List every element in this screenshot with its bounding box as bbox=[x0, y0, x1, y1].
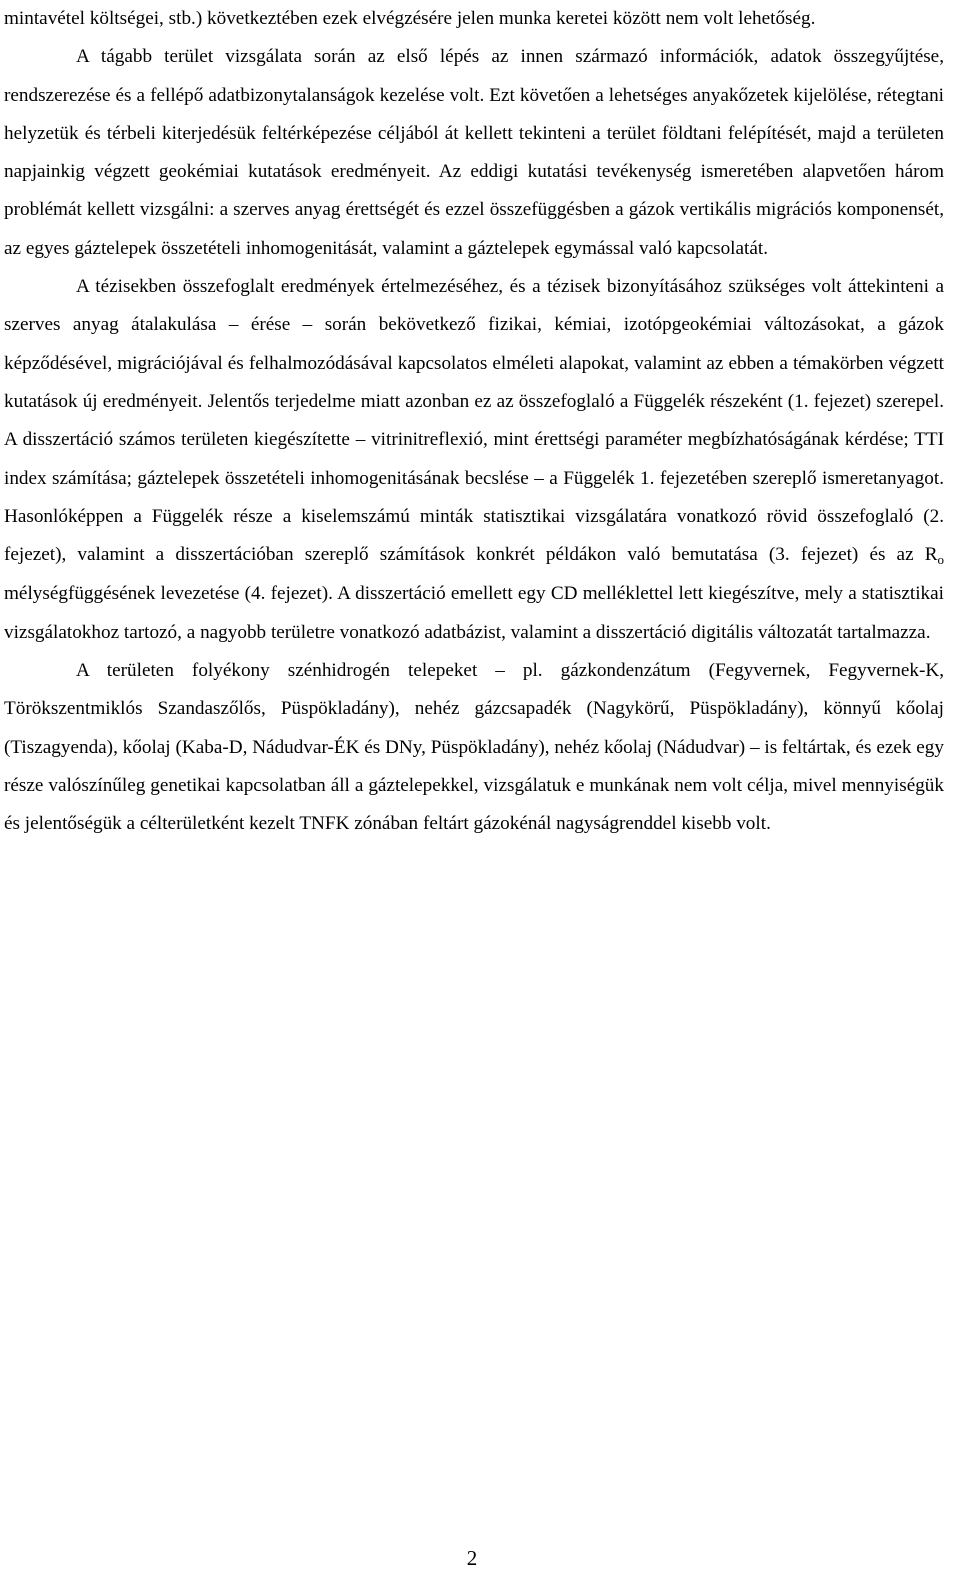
paragraph-broader-area-study: A tágabb terület vizsgálata során az első lépés az innen származó információk, adatok összegyűjtése, rendszerezése és a fellépő adatbizonytalanságok kezelése volt. Ezt követően a lehetséges anyakőzetek kijelölése, rétegtani helyzetük és térbeli kiterjedésük feltérképezése céljából át kellett tekinteni a terület földtani felépítését, majd a területen napjainkig végzett geokémiai kutatások eredményeit. Az eddigi kutatási tevékenység ismeretében alapvetően három problémát kellett vizsgálni: a szerves anyag érettségét és ezzel összefüggésben a gázok vertikális migrációs komponensét, az egyes gáztelepek összetételi inhomogenitását, valamint a gáztelepek egymással való kapcsolatát. bbox=[4, 46, 944, 259]
subscript: o bbox=[937, 552, 944, 568]
page-number: 2 bbox=[466, 1546, 478, 1570]
paragraph-liquid-hydrocarbons: A területen folyékony szénhidrogén telepeket – pl. gázkondenzátum (Fegyvernek, Fegyvernek-K, Törökszentmiklós Szandaszőlős, Püspökladány), nehéz gázcsapadék (Nagykörű, Püspökladány), könnyű kőolaj (Tiszagyenda), kőolaj (Kaba-D, Nádudvar-ÉK és DNy, Püspökladány), nehéz kőolaj (Nádudvar) – is feltártak, és ezek egy része valószínűleg genetikai kapcsolatban áll a gáztelepekkel, vizsgálatuk e munkának nem volt célja, mivel mennyiségük és jelentőségük a célterületként kezelt TNFK zónában feltárt gázokénál nagyságrenddel kisebb volt. bbox=[4, 660, 944, 835]
document-page bbox=[4, 0, 944, 844]
paragraph-continuation: mintavétel költségei, stb.) következtében ezek elvégzésére jelen munka keretei között nem volt lehetőség. bbox=[4, 8, 816, 29]
paragraph-text-part: A tézisekben összefoglalt eredmények értelmezéséhez, és a tézisek bizonyításához szükséges volt áttekinteni a szerves anyag átalakulása – érése – során bekövetkező fizikai, kémiai, izotópgeokémiai változásokat, a gázok képződésével, migrációjával és felhalmozódásával kapcsolatos elméleti alapokat, valamint az ebben a témakörben végzett kutatások új eredményeit. Jelentős terjedelme miatt azonban ez az összefoglaló a Függelék részeként (1. fejezet) szerepel. A disszertáció számos területen kiegészítette – vitrinitreflexió, mint érettségi paraméter megbízhatóságának kérdése; TTI index számítása; gáztelepek összetételi inhomogenitásának becslése – a Függelék 1. fejezetében szereplő ismeretanyagot. Hasonlóképpen a Függelék része a kiselemszámú minták statisztikai vizsgálatára vonatkozó rövid összefoglaló (2. fejezet), valamint a disszertációban szereplő számítások konkrét példákon való bemutatása (3. fejezet) és az R bbox=[4, 276, 944, 566]
paragraph-theses-background bbox=[4, 268, 944, 652]
paragraph-text-part: mélységfüggésének levezetése (4. fejezet). A disszertáció emellett egy CD melléklettel lett kiegészítve, mely a statisztikai vizsgálatokhoz tartozó, a nagyobb területre vonatkozó adatbázist, valamint a disszertáció digitális változatát tartalmazza. bbox=[4, 583, 944, 643]
